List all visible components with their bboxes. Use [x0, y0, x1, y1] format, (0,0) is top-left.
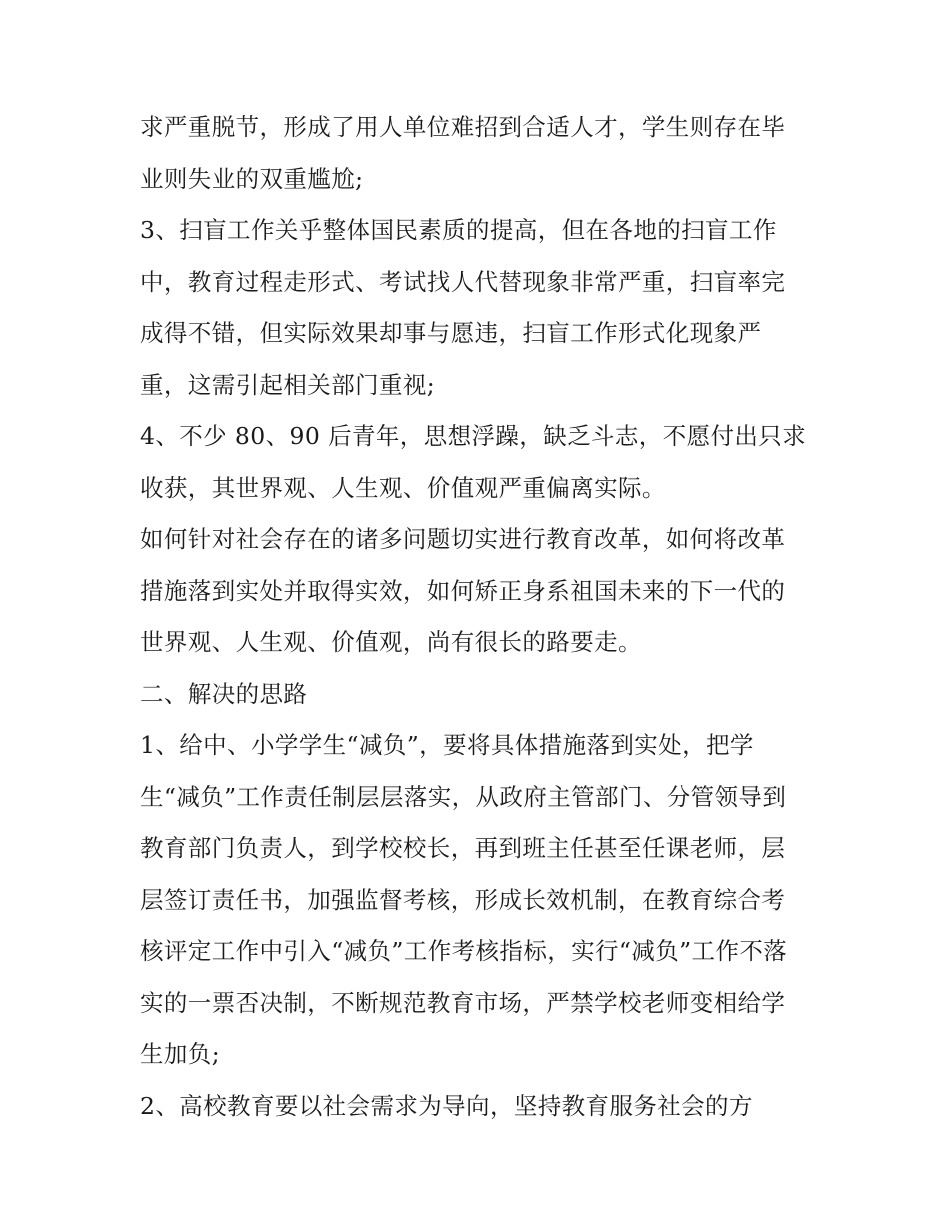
text-line: 层签订责任书，加强监督考核，形成长效机制，在教育综合考: [140, 885, 786, 914]
text-line: 4、不少 80、90 后青年，思想浮躁，缺乏斗志，不愿付出只求: [140, 422, 807, 450]
text-line: 收获，其世界观、人生观、价值观严重偏离实际。: [140, 473, 666, 502]
text-line: 业则失业的双重尴尬;: [140, 164, 364, 193]
text-line: 1、给中、小学学生“减负”，要将具体措施落到实处，把学: [140, 731, 754, 759]
text-line: 如何针对社会存在的诸多问题切实进行教育改革，如何将改革: [140, 525, 786, 553]
document-body: [140, 102, 820, 1132]
text-line: 生加负;: [140, 1040, 221, 1068]
text-line: 2、高校教育要以社会需求为导向，坚持教育服务社会的方: [140, 1091, 753, 1120]
text-line: 重，这需引起相关部门重视;: [140, 370, 436, 399]
text-line: 世界观、人生观、价值观，尚有很长的路要走。: [140, 628, 642, 656]
text-line: 措施落到实处并取得实效，如何矫正身系祖国未来的下一代的: [140, 576, 786, 605]
text-line: 教育部门负责人，到学校校长，再到班主任甚至任课老师，层: [140, 834, 786, 862]
section-heading: 二、解决的思路: [140, 679, 308, 708]
text-line: 3、扫盲工作关乎整体国民素质的提高，但在各地的扫盲工作: [140, 216, 777, 244]
text-line: 中，教育过程走形式、考试找人代替现象非常严重，扫盲率完: [140, 267, 786, 296]
text-line: 生“减负”工作责任制层层落实，从政府主管部门、分管领导到: [140, 782, 787, 811]
text-line: 成得不错，但实际效果却事与愿违，扫盲工作形式化现象严: [140, 319, 762, 347]
text-line: 实的一票否决制，不断规范教育市场，严禁学校老师变相给学: [140, 988, 786, 1017]
text-line: 求严重脱节，形成了用人单位难招到合适人才，学生则存在毕: [140, 113, 786, 141]
text-line: 核评定工作中引入“减负”工作考核指标，实行“减负”工作不落: [140, 937, 788, 965]
